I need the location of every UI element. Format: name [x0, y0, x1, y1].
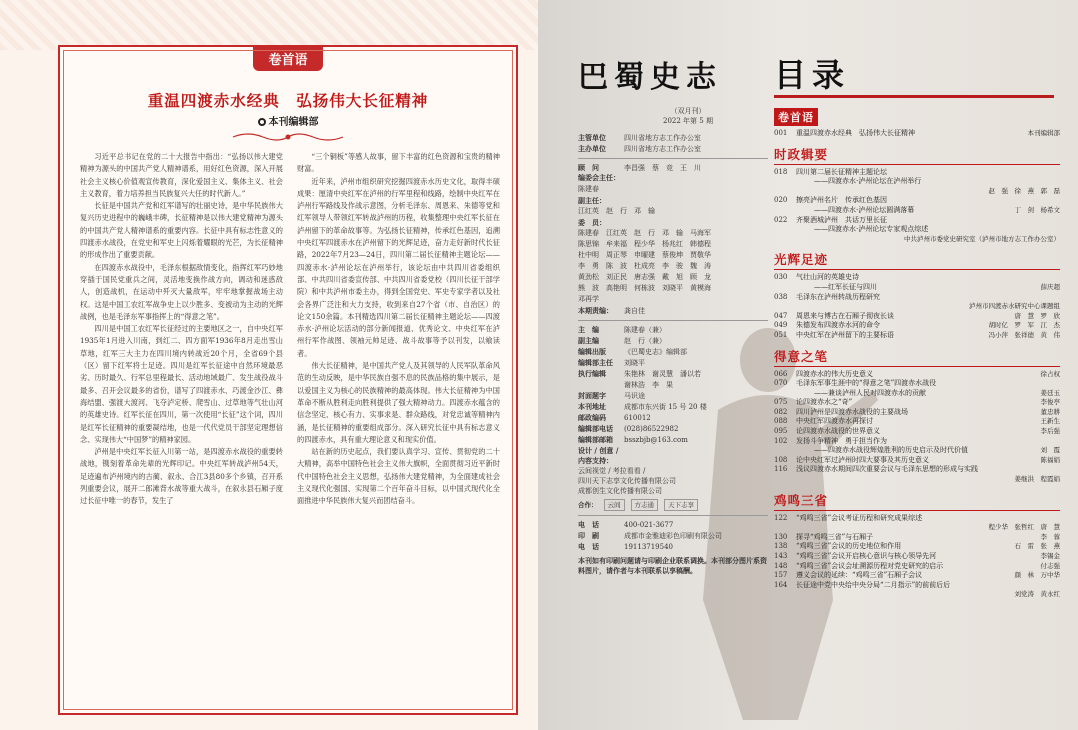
toc-entry-title: 四川泸州是四渡赤水战役的主要战场 [796, 407, 908, 416]
info-value: 朱艳林 谢灵慧 潘以若 [624, 370, 701, 378]
info-row [578, 347, 768, 357]
paragraph: “三个铜板”等感人故事，留下丰富的红色资源和宝贵的精神财富。 [297, 152, 500, 174]
person-name: 赵 行 [606, 207, 627, 215]
person-name: 何栋波 [634, 284, 655, 292]
person-name: 李 骏 [662, 262, 683, 270]
toc-entry-title: 长征途中党中央给中央分局“二月指示”的前前后后 [796, 580, 951, 589]
info-row [578, 520, 768, 530]
toc-entry-author: 李 蓉 [1040, 532, 1060, 541]
person-name: 黄模海 [690, 284, 711, 292]
director-label: 本期责编： [578, 306, 613, 315]
author-name: 本刊编辑部 [268, 117, 319, 128]
toc-entry-title: 四川第二届长征精神主题论坛 [796, 167, 887, 176]
partner-logos [578, 499, 768, 511]
info-label: 编辑出版 [578, 347, 606, 356]
toc-page-number: 130 [774, 532, 788, 541]
person-name: 顾 龙 [690, 273, 711, 281]
toc-entry-author: 李锡金 [1040, 552, 1060, 560]
info-label: 编辑部电话 [578, 424, 613, 433]
support-line: 四川天下志享文化传播有限公司 [578, 477, 676, 485]
person-name: 程少华 [634, 240, 655, 248]
toc-entry-title: 论四渡赤水之“奇” [796, 398, 853, 407]
bullet-icon [258, 118, 266, 126]
toc-entry [774, 514, 1060, 524]
table-of-contents [774, 102, 1060, 600]
toc-page-number: 022 [774, 215, 788, 224]
toc-entry-title: ——红军长征与四川 [814, 282, 877, 291]
committee-head: 陈建春 [578, 185, 599, 193]
info-row [578, 325, 768, 335]
paragraph: 近年来，泸州市组织研究挖掘四渡赤水历史文化，取得丰硕成果：厘清中央红军在泸州的行军里程和线路，绘制中央红军在泸州行军路线及作战示意图，分析毛泽东、周恩来、朱德等党和红军领导人带领红军转战泸州的历程，收集整理中央红军长征在泸州留下的革命故事等。为弘扬长征精神，传承红色基因，追溯中央红军四渡赤水在泸州留下的光辉足迹，奋力走好新时代长征路，2022年7月23—24日，四川第二届长征精神主题论坛——四渡赤水·泸州论坛在泸州举行，该论坛由中共四川省委组织部、中共四川省委宣传部、中共四川省委党校（四川长征干部学院）和中共泸州市委主办，得到全国党史、军史专家学者以及社会各界广泛注和大力支持，收到来自27个省（市、自治区）的论文150余篇。本刊精选四川第二届长征精神主题论坛——四渡赤水·泸州论坛活动的部分新闻报道、优秀论文、中央红军在泸州行军作战图、领袖元帅足迹、战斗故事等予以刊发，以飨读者。 [297, 176, 500, 358]
info-value: 四川省地方志工作办公室 [624, 145, 701, 153]
person-name: 李 勇 [578, 262, 599, 270]
toc-entry-author [1056, 514, 1060, 524]
article-body [80, 151, 500, 706]
toc-entry-title: 擦亮泸州名片 传承红色基因 [796, 196, 887, 205]
advisor-label: 顾 问 [578, 163, 599, 172]
paragraph: 习近平总书记在党的二十大报告中指出：“弘扬以伟大建党精神为源头的中国共产党人精神谱系，用好红色资源，深入开展社会主义核心价值观宣传教育，深化爱国主义、集体主义、社会主义教育，着力培养担当民族复兴大任的时代新人。” [80, 152, 283, 198]
toc-entry-title: 发扬斗争精神 勇于担当作为 [796, 436, 887, 445]
toc-entry-author [1056, 379, 1060, 389]
toc-entry [774, 273, 1060, 283]
toc-entry-author [1056, 581, 1060, 591]
toc-entry-author [1056, 293, 1060, 303]
toc-page-number: 030 [774, 273, 788, 282]
notice: 本刊如有印刷问题请与印刷企业联系调换。本刊部分图片系资料图片，请作者与本刊联系以享稿酬。 [578, 556, 767, 575]
toc-entry-author [1056, 168, 1060, 178]
toc-page-number [774, 283, 796, 293]
toc-entry [774, 408, 1060, 418]
info-value: 19113719540 [624, 543, 673, 551]
info-value: 谢林浩 李 果 [624, 381, 673, 389]
toc-page-number: 148 [774, 561, 788, 570]
toc-page-number: 082 [774, 407, 788, 416]
toc-entry [774, 283, 1060, 293]
person-name: 陈 波 [606, 262, 627, 270]
toc-entry-title: 中央红军四渡赤水再探讨 [796, 417, 873, 426]
toc-entry-title: “鸡鸣三省”会议考证历程和研究成果综述 [796, 513, 923, 522]
toc-entry-author: 刘 霞 [1040, 446, 1060, 455]
info-value: 成都市金雅迪彩色印刷有限公司 [624, 532, 722, 540]
editorial-info [578, 325, 768, 466]
toc-entry [774, 206, 1060, 216]
info-label: 副主编 [578, 336, 599, 345]
toc-entry [774, 196, 1060, 206]
person-name: 贾敬华 [690, 251, 711, 259]
info-row [578, 446, 768, 466]
person-name: 江红英 [578, 207, 599, 215]
toc-entry-author: 付志强 [1040, 561, 1060, 570]
info-label: 本刊地址 [578, 402, 606, 411]
ornament-icon [228, 131, 348, 143]
divider [578, 158, 768, 159]
toc-entry [774, 398, 1060, 408]
masthead [578, 106, 768, 576]
divider [578, 320, 768, 321]
frequency: （双月刊） [670, 107, 706, 115]
toc-entry-author [1056, 177, 1060, 187]
toc-entry-title: ——四渡赤水·泸州论坛在泸州举行 [814, 177, 922, 186]
info-value: 马识途 [624, 392, 645, 400]
toc-entry-author: 冯小萍 张祥德 黄 伟 [988, 330, 1060, 339]
info-label: 设计 / 创意 / 内容支持： [578, 446, 619, 465]
toc-entry-title: 四渡赤水的伟大历史意义 [796, 369, 873, 378]
toc-section-heading: 卷首语 [774, 108, 818, 126]
toc-entry-author: 李后强 [1040, 427, 1060, 436]
toc-entry-title: 遵义会议的延续：“鸡鸣三省”石厢子会议 [796, 571, 923, 580]
toc-page-number: 138 [774, 542, 788, 551]
toc-entry-author: 石 雷 张 燕 [1014, 542, 1060, 551]
info-value: 《巴蜀史志》编辑部 [624, 348, 687, 356]
person-name: 高艳明 [606, 284, 627, 292]
person-name: 杨兆红 [662, 240, 683, 248]
paragraph: 在四渡赤水战役中，毛泽东根据敌情变化，指挥红军巧妙地穿插于国民党重兵之间，灵活地变换作战方向，调动和迷惑敌人，创造战机，在运动中歼灭大量敌军，牢牢地掌握战场主动权。这是中国工农红军战争史上以少胜多、变被动为主动的光辉战例，也是毛泽东军事指挥上的“得意之笔”。 [80, 262, 283, 321]
partner-logo: 云间 [604, 499, 625, 511]
section-badge: 卷首语 [253, 45, 323, 71]
partner-logo: 天下志享 [664, 499, 698, 511]
toc-title: 目录 [774, 56, 851, 94]
person-name: 邓再学 [578, 295, 599, 303]
info-row [578, 531, 768, 541]
toc-page-number [774, 206, 796, 216]
info-row [578, 336, 768, 346]
toc-entry-title: 论中央红军过泸州时四大要事及其历史意义 [796, 455, 929, 464]
article-column-1 [80, 151, 283, 706]
toc-entry [774, 312, 1060, 322]
toc-entry-title: ——四渡赤水·泸州论坛圆满落幕 [814, 205, 915, 214]
info-value: (028)86522982 [624, 425, 679, 433]
toc-entry [774, 293, 1060, 303]
person-name: 魏 涛 [690, 262, 711, 270]
person-name: 江红英 [606, 229, 627, 237]
toc-entry-author: 董忠耕 [1040, 407, 1060, 416]
toc-entry-author: 本刊编辑部 [1027, 129, 1060, 137]
person-name: 周正琴 [606, 251, 627, 259]
toc-page-number: 066 [774, 369, 788, 378]
info-row [578, 380, 768, 390]
info-value: 陈建春（兼） [624, 326, 666, 334]
deputy-label: 副主任： [578, 196, 606, 205]
toc-entry-author: 李俊亭 [1040, 398, 1060, 407]
toc-entry [774, 177, 1060, 187]
decorative-pattern [0, 0, 538, 50]
info-value [624, 446, 768, 466]
toc-entry-title: 毛泽东在泸州转战历程研究 [796, 292, 880, 301]
issue-number: 2022 年第 5 期 [663, 117, 713, 125]
person-name: 熊 波 [578, 284, 599, 292]
toc-entry-authors: 泸州市四渡赤水研究中心课题组 [969, 302, 1060, 311]
committee-label: 编委会主任： [578, 173, 620, 182]
toc-entry-title: 探寻“鸡鸣三省”与石厢子 [796, 532, 874, 541]
right-page [538, 0, 1078, 730]
toc-page-number: 108 [774, 455, 788, 464]
toc-section-heading: 得意之笔 [774, 347, 1060, 367]
toc-entry [774, 379, 1060, 389]
toc-entry [774, 225, 1060, 235]
info-label: 封面题字 [578, 391, 606, 400]
toc-entry [774, 417, 1060, 427]
toc-entry [774, 465, 1060, 475]
info-label: 印 刷 [578, 531, 599, 540]
toc-page-number [774, 446, 796, 456]
person-name: 杜成亮 [634, 262, 655, 270]
toc-entry [774, 427, 1060, 437]
info-label: 主 编 [578, 325, 599, 334]
toc-page-number: 116 [774, 465, 788, 474]
toc-entry-authors: 刘党涛 黄永红 [1014, 590, 1060, 599]
publisher-info [578, 133, 768, 154]
advisor-row [578, 163, 768, 173]
toc-entry-title: 重温四渡赤水经典 弘扬伟大长征精神 [796, 129, 915, 137]
toc-entry-title: 周恩来与博古在石厢子彻夜长谈 [796, 311, 894, 320]
toc-entry-authors: 中共泸州市委党史研究室（泸州市地方志工作办公室） [904, 234, 1060, 243]
toc-entry-authors: 赵 强 徐 燕 郭 磊 [988, 186, 1060, 195]
toc-entry [774, 571, 1060, 581]
left-page [0, 0, 538, 730]
toc-entry-title: “鸡鸣三省”会议的历史地位和作用 [796, 542, 902, 551]
toc-entry-author [1056, 437, 1060, 447]
person-name: 戴 旭 [662, 273, 683, 281]
partner-logo: 方志通 [631, 499, 659, 511]
toc-entry-title: 浅议四渡赤水期间四次重要会议与毛泽东思想的形成与实践 [796, 465, 978, 474]
article-column-2 [297, 151, 500, 706]
editorial-frame [58, 45, 518, 715]
members-label: 委 员： [578, 218, 606, 227]
toc-page-number: 070 [774, 379, 788, 388]
toc-entry-title: 气壮山河的英雄史诗 [796, 273, 859, 282]
toc-entry-title: 中央红军在泸州留下的主要标语 [796, 330, 894, 339]
info-value: 610012 [624, 414, 651, 422]
info-row [578, 542, 768, 552]
toc-page-number: 049 [774, 321, 788, 330]
toc-entry-author [1056, 273, 1060, 283]
toc-entry [774, 581, 1060, 591]
deputy-list [578, 206, 768, 216]
article-author [60, 113, 516, 128]
toc-entry-title: ——四渡赤水·泸州论坛专家观点综述 [814, 225, 929, 234]
info-row [578, 358, 768, 368]
info-label: 主办单位 [578, 144, 606, 153]
info-label: 执行编辑 [578, 369, 606, 378]
toc-entry [774, 370, 1060, 380]
person-name: 陈建春 [578, 229, 599, 237]
director-row [578, 306, 768, 316]
toc-page-number: 020 [774, 196, 788, 205]
magazine-logo: 巴蜀史志 [578, 60, 722, 95]
info-label: 电 话 [578, 542, 599, 551]
paragraph: 泸州是中央红军长征入川第一站，是四渡赤水战役的重要转战地，镌刻着革命先辈的光辉印记。中央红军转战泸州54天，足迹遍布泸州境内的古蔺、叙永、合江3县80多个乡镇，召开系列重要会议，展开二郎滩背水战等重大战斗，在叙永县石厢子度过长征中唯一的春节，发生了 [80, 447, 283, 506]
toc-entry [774, 552, 1060, 562]
support-line: 成都创生文化传播有限公司 [578, 487, 662, 495]
toc-entry-author [1056, 465, 1060, 475]
info-label: 电 话 [578, 520, 599, 529]
info-row [578, 391, 768, 401]
toc-entry-author: 丁 剑 杨希文 [1014, 205, 1060, 214]
person-name: 韩德程 [690, 240, 711, 248]
toc-page-number: 088 [774, 417, 788, 426]
toc-page-number: 038 [774, 292, 788, 301]
person-name: 蔡俊坤 [662, 251, 683, 259]
person-name: 杜中明 [578, 251, 599, 259]
toc-entry-author: 姜廷玉 [1040, 388, 1060, 397]
toc-page-number [774, 177, 796, 187]
toc-entry-title: “鸡鸣三省”会议开启核心意识与核心领导先河 [796, 552, 937, 560]
toc-page-number: 157 [774, 571, 788, 580]
toc-entry [774, 389, 1060, 399]
person-name: 刘晓平 [662, 284, 683, 292]
toc-entry [774, 456, 1060, 466]
partners-label: 合作： [578, 501, 598, 509]
toc-entry-title: 毛泽东军事生涯中的“得意之笔”四渡赤水战役 [796, 379, 937, 388]
paragraph: 长征是中国共产党和红军谱写的壮丽史诗，是中华民族伟大复兴历史进程中的巍峨丰碑，长征精神是以伟大建党精神为源头的中国共产党人精神谱系的重要内容。长征中具有标志性意义的四渡赤水战役，在党史和军史上闪烁着耀眼的光芒，为长征精神的形成作出了重要贡献。 [80, 201, 283, 260]
toc-page-number: 051 [774, 330, 788, 339]
info-label: 主管单位 [578, 133, 606, 142]
toc-page-number: 164 [774, 580, 788, 589]
paragraph: 站在新的历史起点，我们要认真学习、宣传、贯彻党的二十大精神，高举中国特色社会主义伟大旗帜，全面贯彻习近平新时代中国特色社会主义思想，弘扬伟大建党精神，为全面建成社会主义现代化强国、实现第二个百年奋斗目标，以中国式现代化全面推进中华民族伟大复兴而团结奋斗。 [297, 447, 500, 506]
toc-page-number: 095 [774, 427, 788, 436]
toc-entry-author [1056, 196, 1060, 206]
toc-entry-title: “鸡鸣三省”会议会址溯源历程对党史研究的启示 [796, 561, 944, 570]
info-label: 编辑部主任 [578, 358, 613, 367]
toc-entry-author: 唐 慧 罗 欣 [1014, 311, 1060, 320]
support-line: 云间视觉 / 考拉看看 / [578, 467, 646, 475]
toc-entry [774, 321, 1060, 331]
info-row [578, 413, 768, 423]
info-row [578, 133, 768, 143]
toc-entry-title: 朱德发布四渡赤水河的命令 [796, 321, 880, 330]
toc-entry [774, 331, 1060, 341]
person-name: 邓 输 [634, 207, 655, 215]
toc-entry-author: 徐占权 [1040, 369, 1060, 378]
toc-entry-author: 薛庆超 [1040, 282, 1060, 291]
toc-entry-author [1056, 216, 1060, 226]
toc-entry [774, 437, 1060, 447]
toc-page-number [774, 389, 796, 399]
info-row [578, 369, 768, 379]
info-row [578, 424, 768, 434]
paragraph: 伟大长征精神，是中国共产党人及其领导的人民军队革命风范的生动反映，是中华民族自强不息的民族品格的集中展示，是以爱国主义为核心的民族精神的最高体现。伟大长征精神为中国革命不断从胜利走向胜利提供了强大精神动力。四渡赤水蕴含的信念坚定、核心有力、实事求是、群众路线，对党忠诚等精神内涵，是长征精神的重要组成部分。深入研究长征中具有标志意义的四渡赤水，具有重大理论意义和现实价值。 [297, 361, 500, 444]
director-value: 龚自佳 [624, 307, 645, 315]
toc-section-heading: 时政辑要 [774, 145, 1060, 165]
info-label: 编辑部邮箱 [578, 435, 613, 444]
toc-entry-authors: 程少华 张哲红 唐 慧 [988, 523, 1060, 532]
toc-entry [774, 533, 1060, 543]
toc-section-heading: 鸡鸣三省 [774, 491, 1060, 511]
divider [578, 515, 768, 516]
advisor-value: 李昌强 蔡 竞 王 川 [624, 164, 701, 172]
toc-page-number [774, 225, 796, 235]
toc-entry-title: 齐聚酒城泸州 共话万里长征 [796, 215, 887, 224]
info-value: 成都市东兴街 15 号 20 楼 [624, 403, 707, 411]
info-row [578, 435, 768, 445]
toc-entry [774, 562, 1060, 572]
toc-page-number: 018 [774, 167, 788, 176]
title-rule [774, 95, 1054, 98]
toc-entry-title: 论四渡赤水战役的世界意义 [796, 427, 880, 436]
info-value: 刘晓平 [624, 359, 645, 367]
printing-info [578, 520, 768, 552]
person-name: 牟来福 [606, 240, 627, 248]
article-title: 重温四渡赤水经典 弘扬伟大长征精神 [147, 91, 429, 110]
person-name: 赵 行 [634, 229, 655, 237]
info-row [578, 144, 768, 154]
toc-entry-author: 王新生 [1040, 417, 1060, 426]
info-value: 赵 行（兼） [624, 337, 666, 345]
info-row [578, 402, 768, 412]
toc-entry-author: 颜 林 万中华 [1014, 571, 1060, 580]
person-name: 申曜建 [634, 251, 655, 259]
toc-page-number: 143 [774, 552, 788, 560]
person-name: 唐志强 [634, 273, 655, 281]
person-name: 陈思锦 [578, 240, 599, 248]
toc-entry [774, 216, 1060, 226]
info-label: 邮政编码 [578, 413, 606, 422]
toc-page-number: 075 [774, 398, 788, 407]
toc-entry [774, 168, 1060, 178]
toc-entry [774, 129, 1060, 139]
toc-page-number: 001 [774, 129, 788, 137]
toc-entry [774, 446, 1060, 456]
toc-entry-authors: 姜继洪 程霞娟 [1014, 475, 1060, 484]
toc-entry-title: ——兼谈泸州人民对四渡赤水的贡献 [814, 388, 926, 397]
toc-entry [774, 542, 1060, 552]
toc-entry-title: ——四渡赤水战役辉煌胜利的历史启示及时代价值 [814, 446, 968, 455]
info-value: 400-021-3677 [624, 521, 674, 529]
member-list [578, 228, 768, 304]
toc-entry-author: 胡时亿 罗 军 江 杰 [988, 321, 1060, 330]
info-value: 四川省地方志工作办公室 [624, 134, 701, 142]
toc-page-number: 122 [774, 513, 788, 522]
info-label [578, 380, 624, 390]
person-name: 黄劲松 [578, 273, 599, 281]
toc-section-heading: 光辉足迹 [774, 250, 1060, 270]
person-name: 邓 输 [662, 229, 683, 237]
paragraph: 四川是中国工农红军长征经过的主要地区之一，自中央红军1935年1月进入川南，到红二、四方面军1936年8月走出雪山草地，红军三大主力在四川境内转战近20个月，全省69个县（区）留下红军将士足迹。四川是红军长征途中自然环境最恶劣、历时最久、行军总里程最长、活动地域最广、发生战役战斗最多、召开会议最多的省份，谱写了四渡赤水、巧渡金沙江、彝海结盟、强渡大渡河、飞夺泸定桥、爬雪山、过草地等气壮山河的英雄史诗。红军长征在四川，第一次使用“长征”这个词，四川是红军长征精神的重要凝结地，也是一代代党员干部坚定理想信念、实现伟大“中国梦”的精神家园。 [80, 324, 283, 444]
toc-page-number: 047 [774, 311, 788, 320]
toc-entry-author [1056, 225, 1060, 235]
toc-entry-author: 陈福娟 [1040, 455, 1060, 464]
support-companies [578, 466, 768, 496]
person-name: 刘正民 [606, 273, 627, 281]
info-value: bsszbjb@163.com [624, 436, 688, 444]
toc-page-number: 102 [774, 436, 788, 445]
person-name: 马海军 [690, 229, 711, 237]
